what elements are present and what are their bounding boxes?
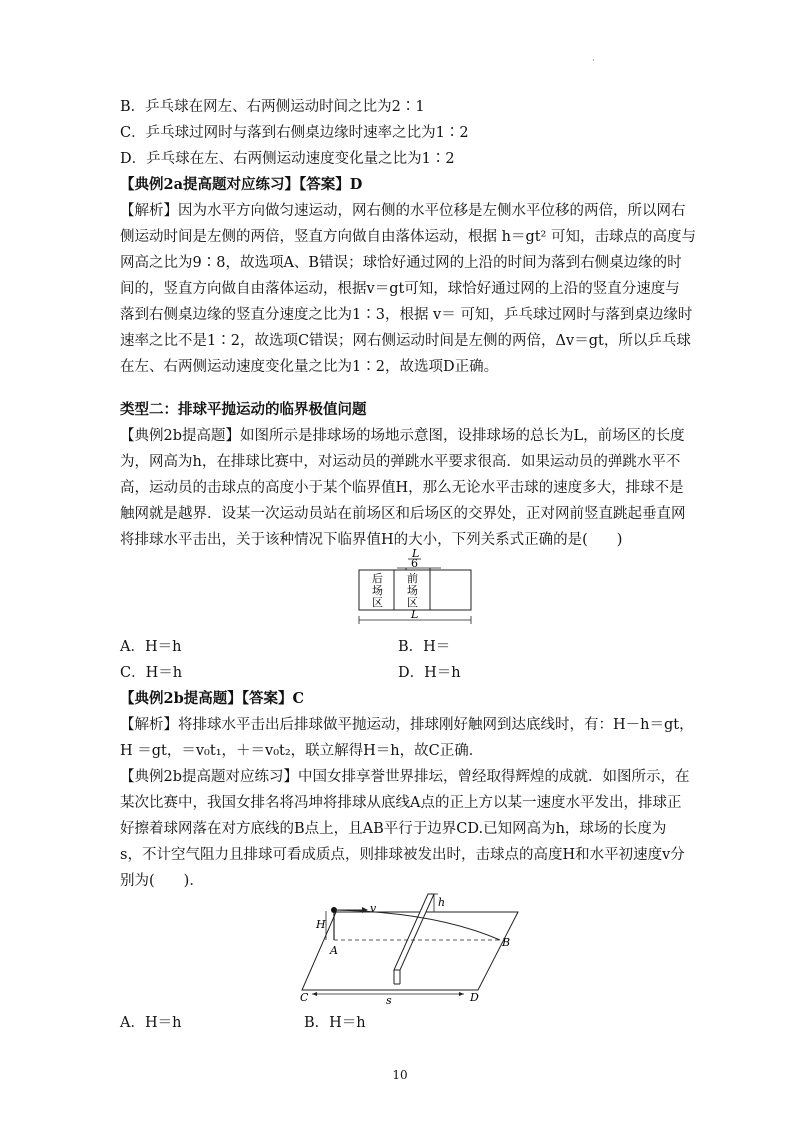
analysis-line-5: 落到右侧桌边缘的竖直分速度之比为1∶3，根据 v＝ 可知，乒乓球过网时与落到桌边缘时 <box>120 307 693 323</box>
analysis-line-6: 速率之比不是1∶2，故选项C错误；网右侧运动时间是左侧的两倍，Δv＝gt，所以乒乓球 <box>120 333 691 349</box>
problem-2b-line-1: 【典例2b提高题】如图所示是排球场的场地示意图，设排球场的总长为L，前场区的长度 <box>120 428 685 444</box>
fig1-back-zone-2: 场 <box>372 584 383 597</box>
fig2-label-v: v <box>370 902 377 915</box>
analysis-line-2: 侧运动时间是左侧的两倍，竖直方向做自由落体运动，根据 h＝gt² 可知，击球点的高度与 <box>120 229 696 245</box>
court-diagram <box>350 548 480 630</box>
option-d-text: D．乒乓球在左、右两侧运动速度变化量之比为1∶2 <box>120 151 455 167</box>
section-heading: 类型二：排球平抛运动的临界极值问题 <box>120 401 367 418</box>
fig1-back-zone-3: 区 <box>372 596 383 609</box>
practice-2b-line-5: 别为( )． <box>120 873 204 889</box>
fig2-label-H: H <box>316 918 326 931</box>
analysis-line-1: 【解析】因为水平方向做匀速运动，网右侧的水平位移是左侧水平位移的两倍，所以网右 <box>120 203 686 219</box>
analysis-line-7: 在左、右两侧运动速度变化量之比为1∶2，故选项D正确。 <box>120 359 499 375</box>
option-b-text: B．乒乓球在网左、右两侧运动时间之比为2∶1 <box>120 99 425 115</box>
problem-2b-line-3: 高，运动员的击球点的高度小于某个临界值H，那么无论水平击球的速度多大，排球不是 <box>120 480 684 496</box>
page-number: 10 <box>392 1068 408 1082</box>
option-practice-a: A．H＝h <box>120 1015 182 1031</box>
option-2b-b: B．H＝ <box>398 639 451 655</box>
fig1-top-num: L <box>412 548 420 560</box>
problem-2b-line-4: 触网就是越界．设某一次运动员站在前场区和后场区的交界处，正对网前竖直跳起垂直网 <box>120 506 686 522</box>
practice-2b-line-1: 【典例2b提高题对应练习】中国女排享誉世界排坛，曾经取得辉煌的成就．如图所示，在 <box>120 769 690 785</box>
option-c-text: C．乒乓球过网时与落到右侧桌边缘时速率之比为1∶2 <box>120 125 469 141</box>
fig1-back-zone-1: 后 <box>372 572 383 585</box>
fig1-front-zone-3: 区 <box>407 596 418 609</box>
fig2-label-D: D <box>470 991 479 1004</box>
volleyball-diagram <box>296 884 536 1006</box>
fig2-label-C: C <box>300 991 309 1004</box>
option-2b-c: C．H＝h <box>120 665 183 681</box>
fig2-label-h: h <box>438 896 446 909</box>
analysis-line-4: 间的，竖直方向做自由落体运动，根据v＝gt可知，球恰好通过网的上沿的竖直分速度与 <box>120 281 680 297</box>
practice-2b-line-2: 某次比赛中，我国女排名将冯坤将排球从底线A点的正上方以某一速度水平发出，排球正 <box>120 795 682 811</box>
option-2b-d: D．H＝h <box>398 665 461 681</box>
analysis-2b-line-2: H ＝gt，＝v₀t₁，＋＝v₀t₂，联立解得H＝h，故C正确． <box>120 743 484 759</box>
fig2-label-A: A <box>330 944 338 957</box>
corner-mark: · <box>592 56 595 66</box>
fig2-label-B: B <box>502 936 511 949</box>
fig1-bottom-label: L <box>411 608 419 621</box>
analysis-line-3: 网高之比为9∶8，故选项A、B错误；球恰好通过网的上沿的时间为落到右侧桌边缘的时 <box>120 255 682 271</box>
fig1-front-zone-1: 前 <box>407 572 418 585</box>
fig1-top-den: 6 <box>411 557 418 570</box>
answer-2b-heading: 【典例2b提高题】【答案】C <box>120 690 305 707</box>
analysis-2b-line-1: 【解析】将排球水平击出后排球做平抛运动，排球刚好触网到达底线时，有：H－h＝gt， <box>120 717 694 733</box>
option-2b-a: A．H＝h <box>120 639 182 655</box>
practice-2b-line-4: s，不计空气阻力且排球可看成质点，则排球被发出时，击球点的高度H和水平初速度v分 <box>120 847 685 863</box>
fig1-front-zone-2: 场 <box>407 584 418 597</box>
answer-2a-heading: 【典例2a提高题对应练习】【答案】D <box>120 176 363 193</box>
problem-2b-line-5: 将排球水平击出，关于该种情况下临界值H的大小，下列关系式正确的是( ) <box>120 532 623 548</box>
fig2-label-s: s <box>386 994 392 1006</box>
option-practice-b: B．H＝h <box>304 1015 366 1031</box>
problem-2b-line-2: 为，网高为h，在排球比赛中，对运动员的弹跳水平要求很高．如果运动员的弹跳水平不 <box>120 454 681 470</box>
practice-2b-line-3: 好擦着球网落在对方底线的B点上，且AB平行于边界CD.已知网高为h，球场的长度为 <box>120 821 667 837</box>
